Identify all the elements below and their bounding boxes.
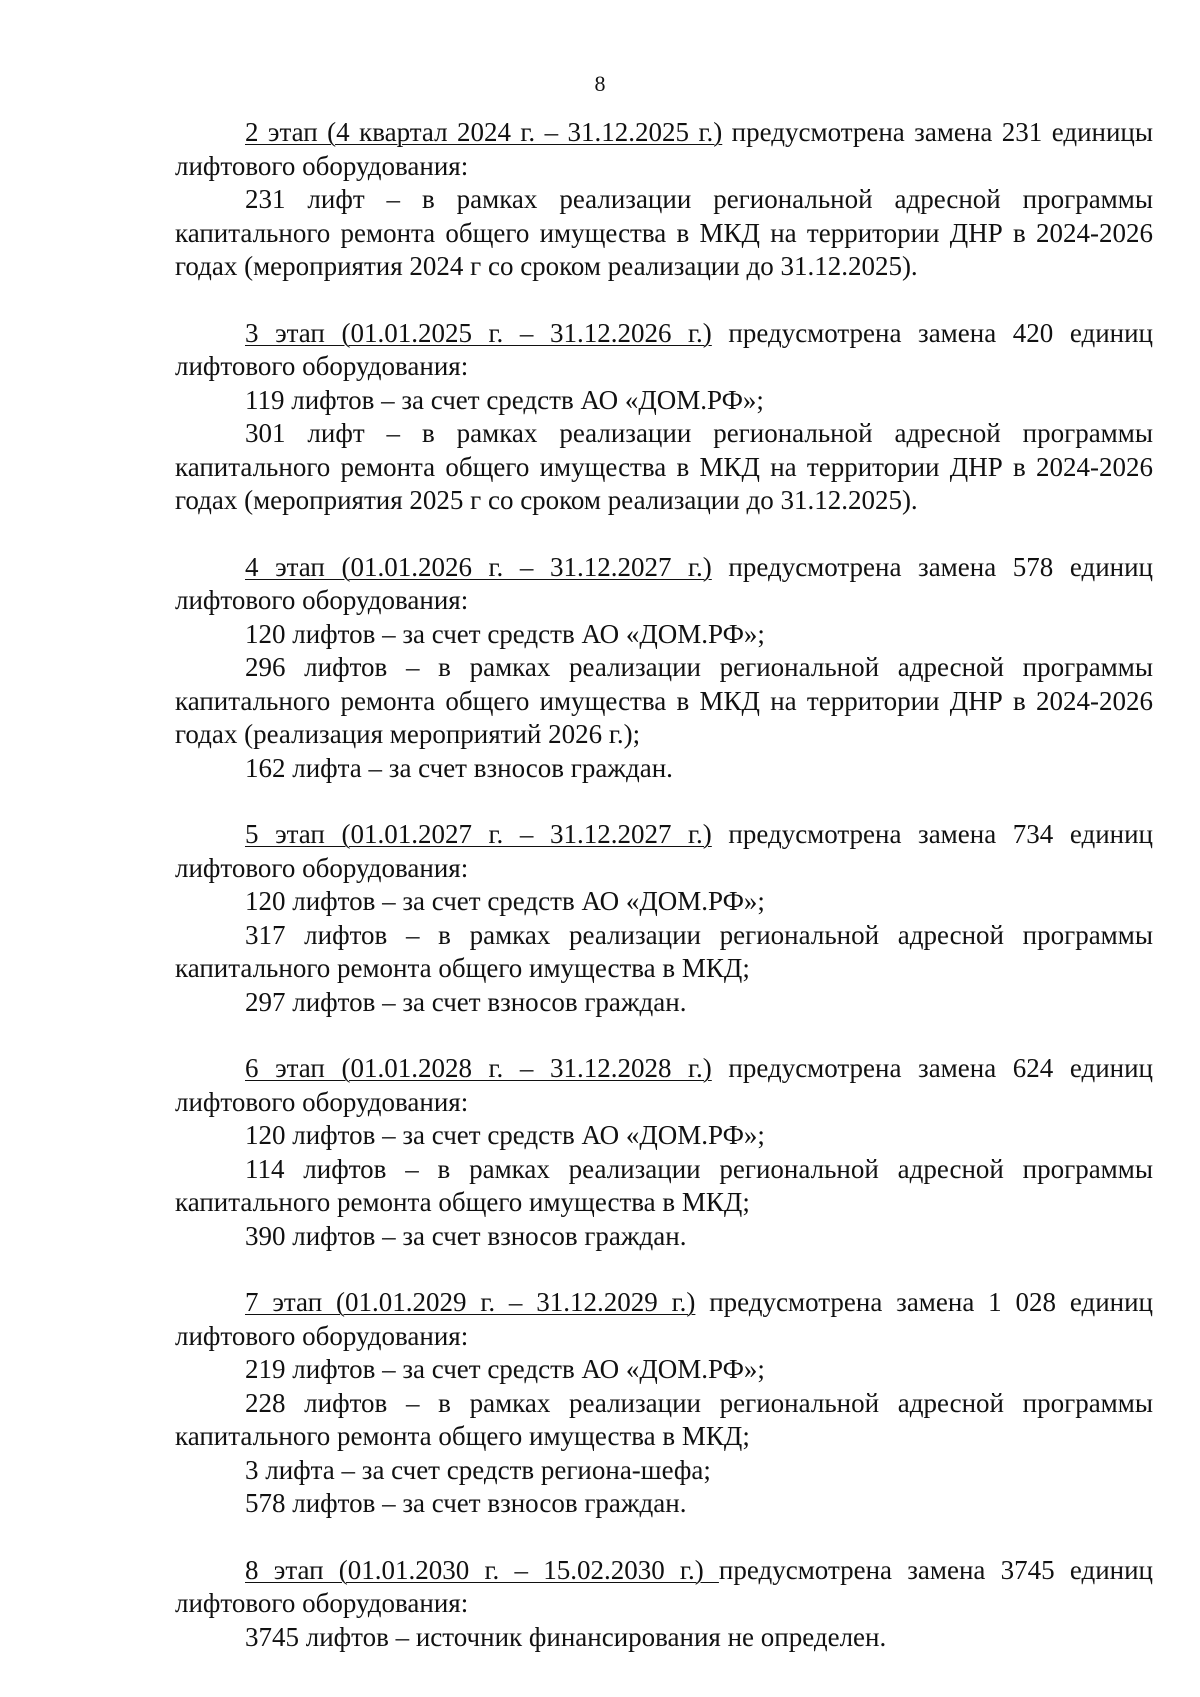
stage-heading	[175, 551, 1153, 618]
stage-period: 6 этап (01.01.2028 г. – 31.12.2028 г.)	[245, 1053, 712, 1083]
stage-heading	[175, 116, 1153, 183]
stage-item: 120 лифтов – за счет средств АО «ДОМ.РФ»;	[245, 618, 765, 649]
stage-section	[175, 116, 1153, 284]
stage-period: 3 этап (01.01.2025 г. – 31.12.2026 г.)	[245, 317, 712, 348]
stage-item: 119 лифтов – за счет средств АО «ДОМ.РФ»;	[245, 384, 764, 415]
stage-section	[175, 1286, 1153, 1521]
stage-period: 8 этап (01.01.2030 г. – 15.02.2030 г.)	[245, 1554, 719, 1585]
stage-item: 120 лифтов – за счет средств АО «ДОМ.РФ»;	[245, 1120, 765, 1150]
stage-item: 296 лифтов – в рамках реализации региональной адресной программы капитального ремонта общего имущества в МКД на территории ДНР в 2024-2026 годах (реализация мероприятий 2026 г.);	[175, 652, 1153, 749]
stage-section	[175, 1052, 1153, 1253]
stage-summary: предусмотрена замена 231 единицы лифтового оборудования:	[175, 117, 1154, 181]
stage-item: 578 лифтов – за счет взносов граждан.	[245, 1488, 687, 1518]
stage-summary: предусмотрена замена 3745 единиц лифтового оборудования:	[175, 1554, 1153, 1618]
stage-summary: предусмотрена замена 734 единиц лифтового оборудования:	[175, 819, 1153, 883]
stage-item: 114 лифтов – в рамках реализации региональной адресной программы капитального ремонта общего имущества в МКД;	[175, 1153, 1153, 1217]
stage-item: 231 лифт – в рамках реализации региональной адресной программы капитального ремонта общего имущества в МКД на территории ДНР в 2024-2026 годах (мероприятия 2024 г со сроком реализации до 31.12.2025).	[175, 184, 1153, 281]
stage-section	[175, 317, 1153, 518]
stage-item: 120 лифтов – за счет средств АО «ДОМ.РФ»;	[245, 886, 765, 916]
stage-item: 297 лифтов – за счет взносов граждан.	[245, 986, 687, 1017]
page-number: 8	[594, 71, 606, 96]
stage-section	[175, 1554, 1153, 1655]
stage-heading	[175, 1554, 1153, 1621]
stage-period: 4 этап (01.01.2026 г. – 31.12.2027 г.)	[245, 551, 712, 582]
stage-section	[175, 818, 1153, 1019]
stage-heading	[175, 1052, 1153, 1119]
stage-item: 3 лифта – за счет средств региона-шефа;	[245, 1454, 711, 1485]
stage-heading	[175, 317, 1153, 384]
stage-item: 3745 лифтов – источник финансирования не определен.	[245, 1621, 887, 1652]
stage-item: 162 лифта – за счет взносов граждан.	[245, 752, 673, 783]
stage-spacer	[175, 785, 1153, 818]
stage-heading	[175, 1286, 1153, 1353]
stage-period: 2 этап (4 квартал 2024 г. – 31.12.2025 г.)	[245, 117, 723, 147]
stage-item: 301 лифт – в рамках реализации региональной адресной программы капитального ремонта общего имущества в МКД на территории ДНР в 2024-2026 годах (мероприятия 2025 г со сроком реализации до 31.12.2025).	[175, 418, 1153, 515]
stage-summary: предусмотрена замена 420 единиц лифтового оборудования:	[175, 317, 1153, 381]
stage-spacer	[175, 284, 1153, 317]
stage-spacer	[175, 518, 1153, 551]
stage-period: 7 этап (01.01.2029 г. – 31.12.2029 г.)	[245, 1287, 696, 1317]
document-body	[175, 116, 1153, 1654]
stage-section	[175, 551, 1153, 786]
stage-heading	[175, 818, 1153, 885]
stage-item: 228 лифтов – в рамках реализации региональной адресной программы капитального ремонта общего имущества в МКД;	[175, 1387, 1153, 1451]
stage-item: 390 лифтов – за счет взносов граждан.	[245, 1220, 687, 1251]
stage-spacer	[175, 1253, 1153, 1286]
stage-summary: предусмотрена замена 624 единиц лифтового оборудования:	[175, 1053, 1153, 1117]
stage-item: 317 лифтов – в рамках реализации региональной адресной программы капитального ремонта общего имущества в МКД;	[175, 919, 1153, 983]
stage-summary: предусмотрена замена 578 единиц лифтового оборудования:	[175, 551, 1153, 615]
stage-spacer	[175, 1019, 1153, 1052]
stage-period: 5 этап (01.01.2027 г. – 31.12.2027 г.)	[245, 819, 712, 849]
stage-summary: предусмотрена замена 1 028 единиц лифтового оборудования:	[175, 1287, 1153, 1351]
stage-spacer	[175, 1521, 1153, 1554]
stage-item: 219 лифтов – за счет средств АО «ДОМ.РФ»;	[245, 1354, 765, 1384]
